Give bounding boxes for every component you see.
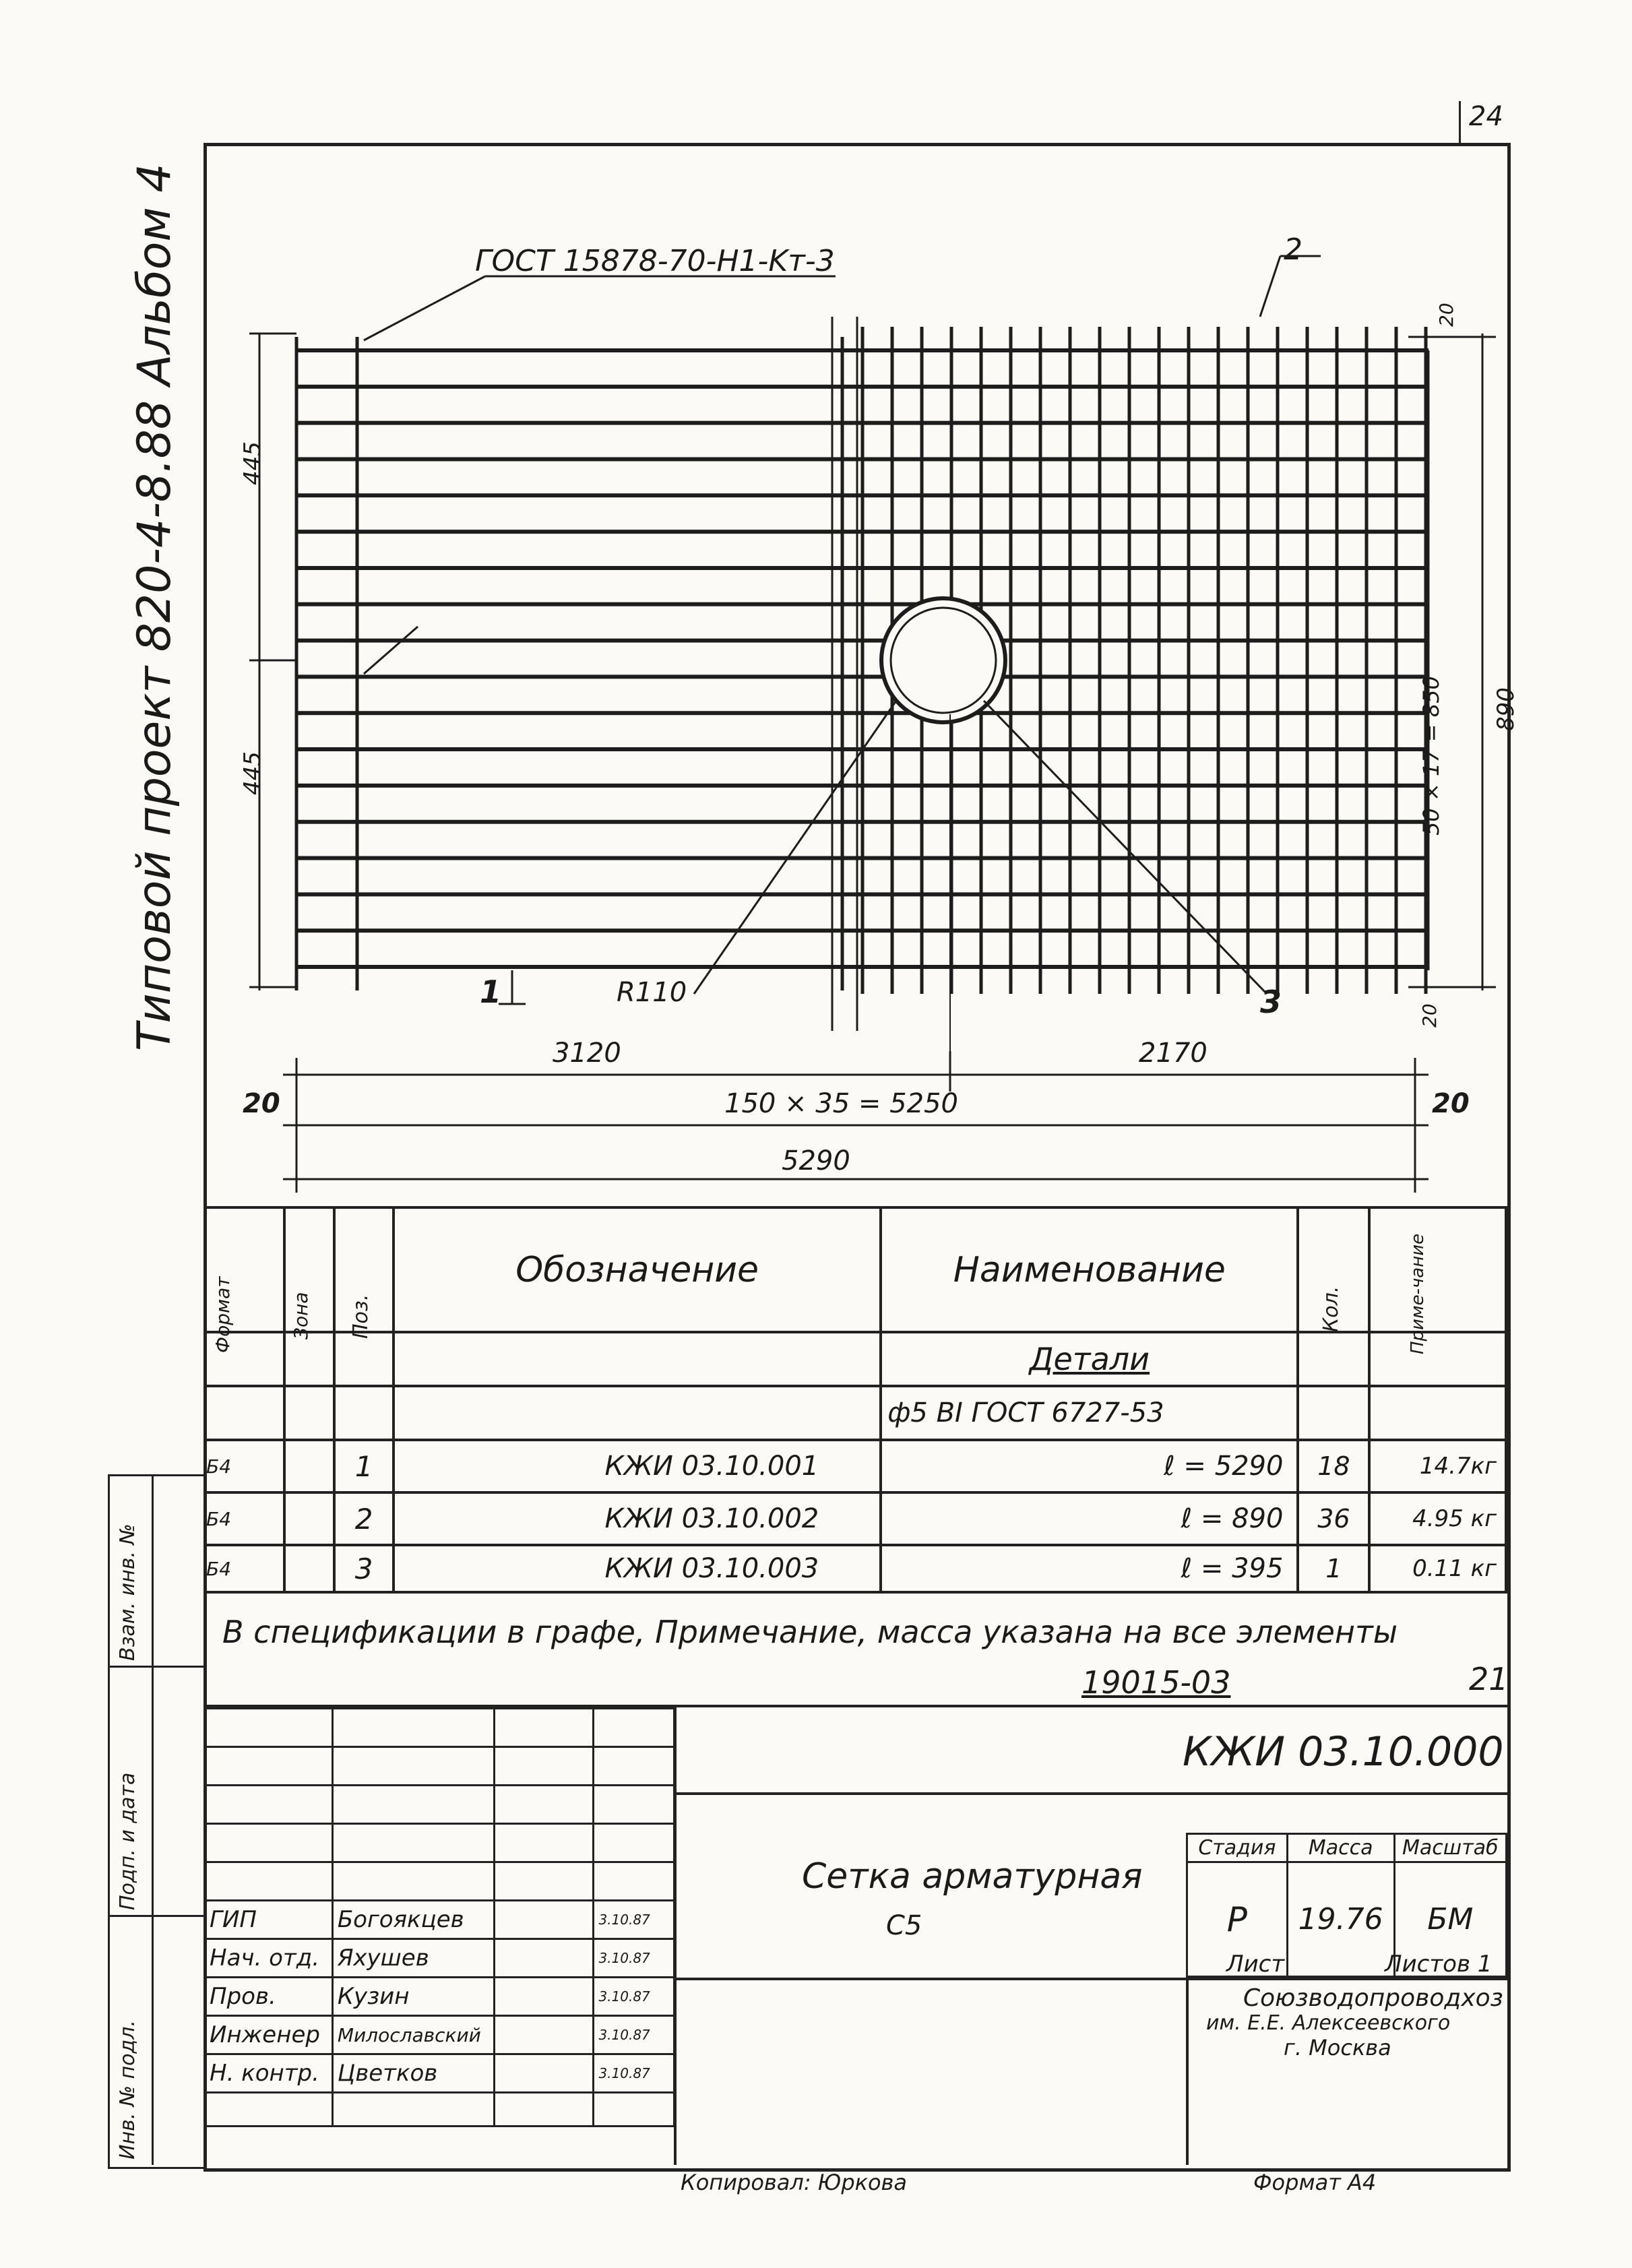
dim-top-right: 20 — [1435, 303, 1457, 327]
code-ref: 19015-03 — [1081, 1664, 1231, 1701]
dim-split-right: 2170 — [1139, 1038, 1207, 1069]
spec-header-name: Наименование — [881, 1207, 1298, 1332]
left-strip-divider-1 — [108, 1666, 203, 1668]
left-strip-divider-v — [152, 1474, 154, 2165]
stage-label: Стадия — [1187, 1834, 1288, 1862]
callout-3-leader — [984, 701, 1267, 994]
spec-header-zone: Зона — [284, 1207, 335, 1332]
doc-code: КЖИ 03.10.000 — [1183, 1728, 1504, 1775]
dim-split-left: 3120 — [553, 1038, 621, 1069]
spec-material: ф5 ВI ГОСТ 6727-53 — [881, 1386, 1298, 1440]
spec-header-qty: Кол. — [1298, 1207, 1369, 1332]
doc-title-line1: Сетка арматурная — [802, 1856, 1143, 1897]
sheets-label: Листов 1 — [1385, 1951, 1493, 1978]
signer-row: Пров. Кузин 3.10.87 — [205, 1978, 674, 2016]
signers-table — [203, 1707, 675, 2127]
signer-row: ГИП Богоякцев 3.10.87 — [205, 1901, 674, 1939]
org-line3: г. Москва — [1284, 2035, 1391, 2060]
dim-spacing: 150 × 35 = 5250 — [724, 1088, 958, 1119]
spec-header-note: Приме-чание — [1369, 1207, 1506, 1332]
format-label: Формат А4 — [1253, 2170, 1377, 2195]
scale-value: БМ — [1394, 1862, 1506, 1977]
dim-right-outer: 890 — [1493, 687, 1519, 731]
spec-section-row — [205, 1332, 1506, 1386]
spec-row: Б4 3 КЖИ 03.10.003 ℓ = 395 1 0.11 кг — [205, 1545, 1506, 1592]
signature — [494, 1901, 594, 1939]
left-strip-sign-date: Подп. и дата — [116, 1772, 139, 1910]
spec-row: Б4 2 КЖИ 03.10.002 ℓ = 890 36 4.95 кг — [205, 1492, 1506, 1545]
dim-right-inner: 50 × 17 = 850 — [1418, 676, 1444, 836]
dim-margin-left: 20 — [243, 1088, 280, 1119]
callout-3: 3 — [1260, 984, 1282, 1020]
gost-leader — [364, 276, 485, 340]
radius-label: R110 — [617, 977, 687, 1008]
callout-2-leader — [1260, 256, 1280, 317]
spec-header-row — [205, 1207, 1506, 1332]
stage-table-left-line — [1186, 1976, 1189, 2165]
callout-2: 2 — [1284, 232, 1303, 267]
dim-bottom-right: 20 — [1418, 1003, 1441, 1028]
spec-section-title: Детали — [881, 1332, 1298, 1386]
title-block-code-line — [677, 1792, 1507, 1795]
signer-row: Нач. отд. Яхушев 3.10.87 — [205, 1939, 674, 1978]
signer-row: Инженер Милославский 3.10.87 — [205, 2016, 674, 2054]
org-line1: Союзводопроводхоз — [1243, 1984, 1503, 2012]
stage-value: Р — [1187, 1862, 1288, 1977]
signature — [494, 1978, 594, 2016]
dim-margin-right: 20 — [1432, 1088, 1470, 1119]
spec-row: Б4 1 КЖИ 03.10.001 ℓ = 5290 18 14.7кг — [205, 1440, 1506, 1492]
side-title: Типовой проект 820-4-8.88 Альбом 4 — [128, 163, 181, 1051]
gost-label: ГОСТ 15878-70-H1-Kт-3 — [475, 244, 835, 278]
dim-left-bottom: 445 — [239, 751, 266, 795]
signature — [494, 1939, 594, 1978]
scale-label: Масштаб — [1394, 1834, 1506, 1862]
mass-label: Масса — [1287, 1834, 1394, 1862]
copied-by: Копировал: Юркова — [681, 2170, 908, 2195]
code-ref-page: 21 — [1469, 1661, 1509, 1697]
spec-header-format: Формат — [205, 1207, 284, 1332]
left-strip-inv-dup: Взам. инв. № — [116, 1523, 139, 1661]
spec-table — [203, 1206, 1507, 1594]
title-block-org-line — [677, 1978, 1507, 1980]
leader — [364, 627, 418, 674]
doc-title-line2: С5 — [886, 1910, 922, 1941]
left-strip-divider-2 — [108, 1915, 203, 1917]
spec-header-designation: Обозначение — [394, 1207, 881, 1332]
org-line2: им. Е.Е. Алексеевского — [1206, 2011, 1451, 2035]
signer-row: Н. контр. Цветков 3.10.87 — [205, 2054, 674, 2093]
radius-leader — [694, 701, 896, 994]
sheet-label: Лист — [1226, 1951, 1285, 1978]
spec-material-row — [205, 1386, 1506, 1440]
mass-value: 19.76 — [1287, 1862, 1394, 1977]
dim-total: 5290 — [782, 1145, 850, 1176]
spec-footnote: В спецификации в графе, Примечание, масса указана на все элементы — [222, 1614, 1398, 1650]
left-strip-inv-orig: Инв. № подл. — [116, 2020, 139, 2160]
signature — [494, 2016, 594, 2054]
spec-header-pos: Поз. — [334, 1207, 394, 1332]
dim-left-top: 445 — [239, 441, 266, 485]
sheet-number: 24 — [1469, 101, 1503, 132]
callout-1: 1 — [480, 974, 502, 1010]
signature — [494, 2054, 594, 2093]
